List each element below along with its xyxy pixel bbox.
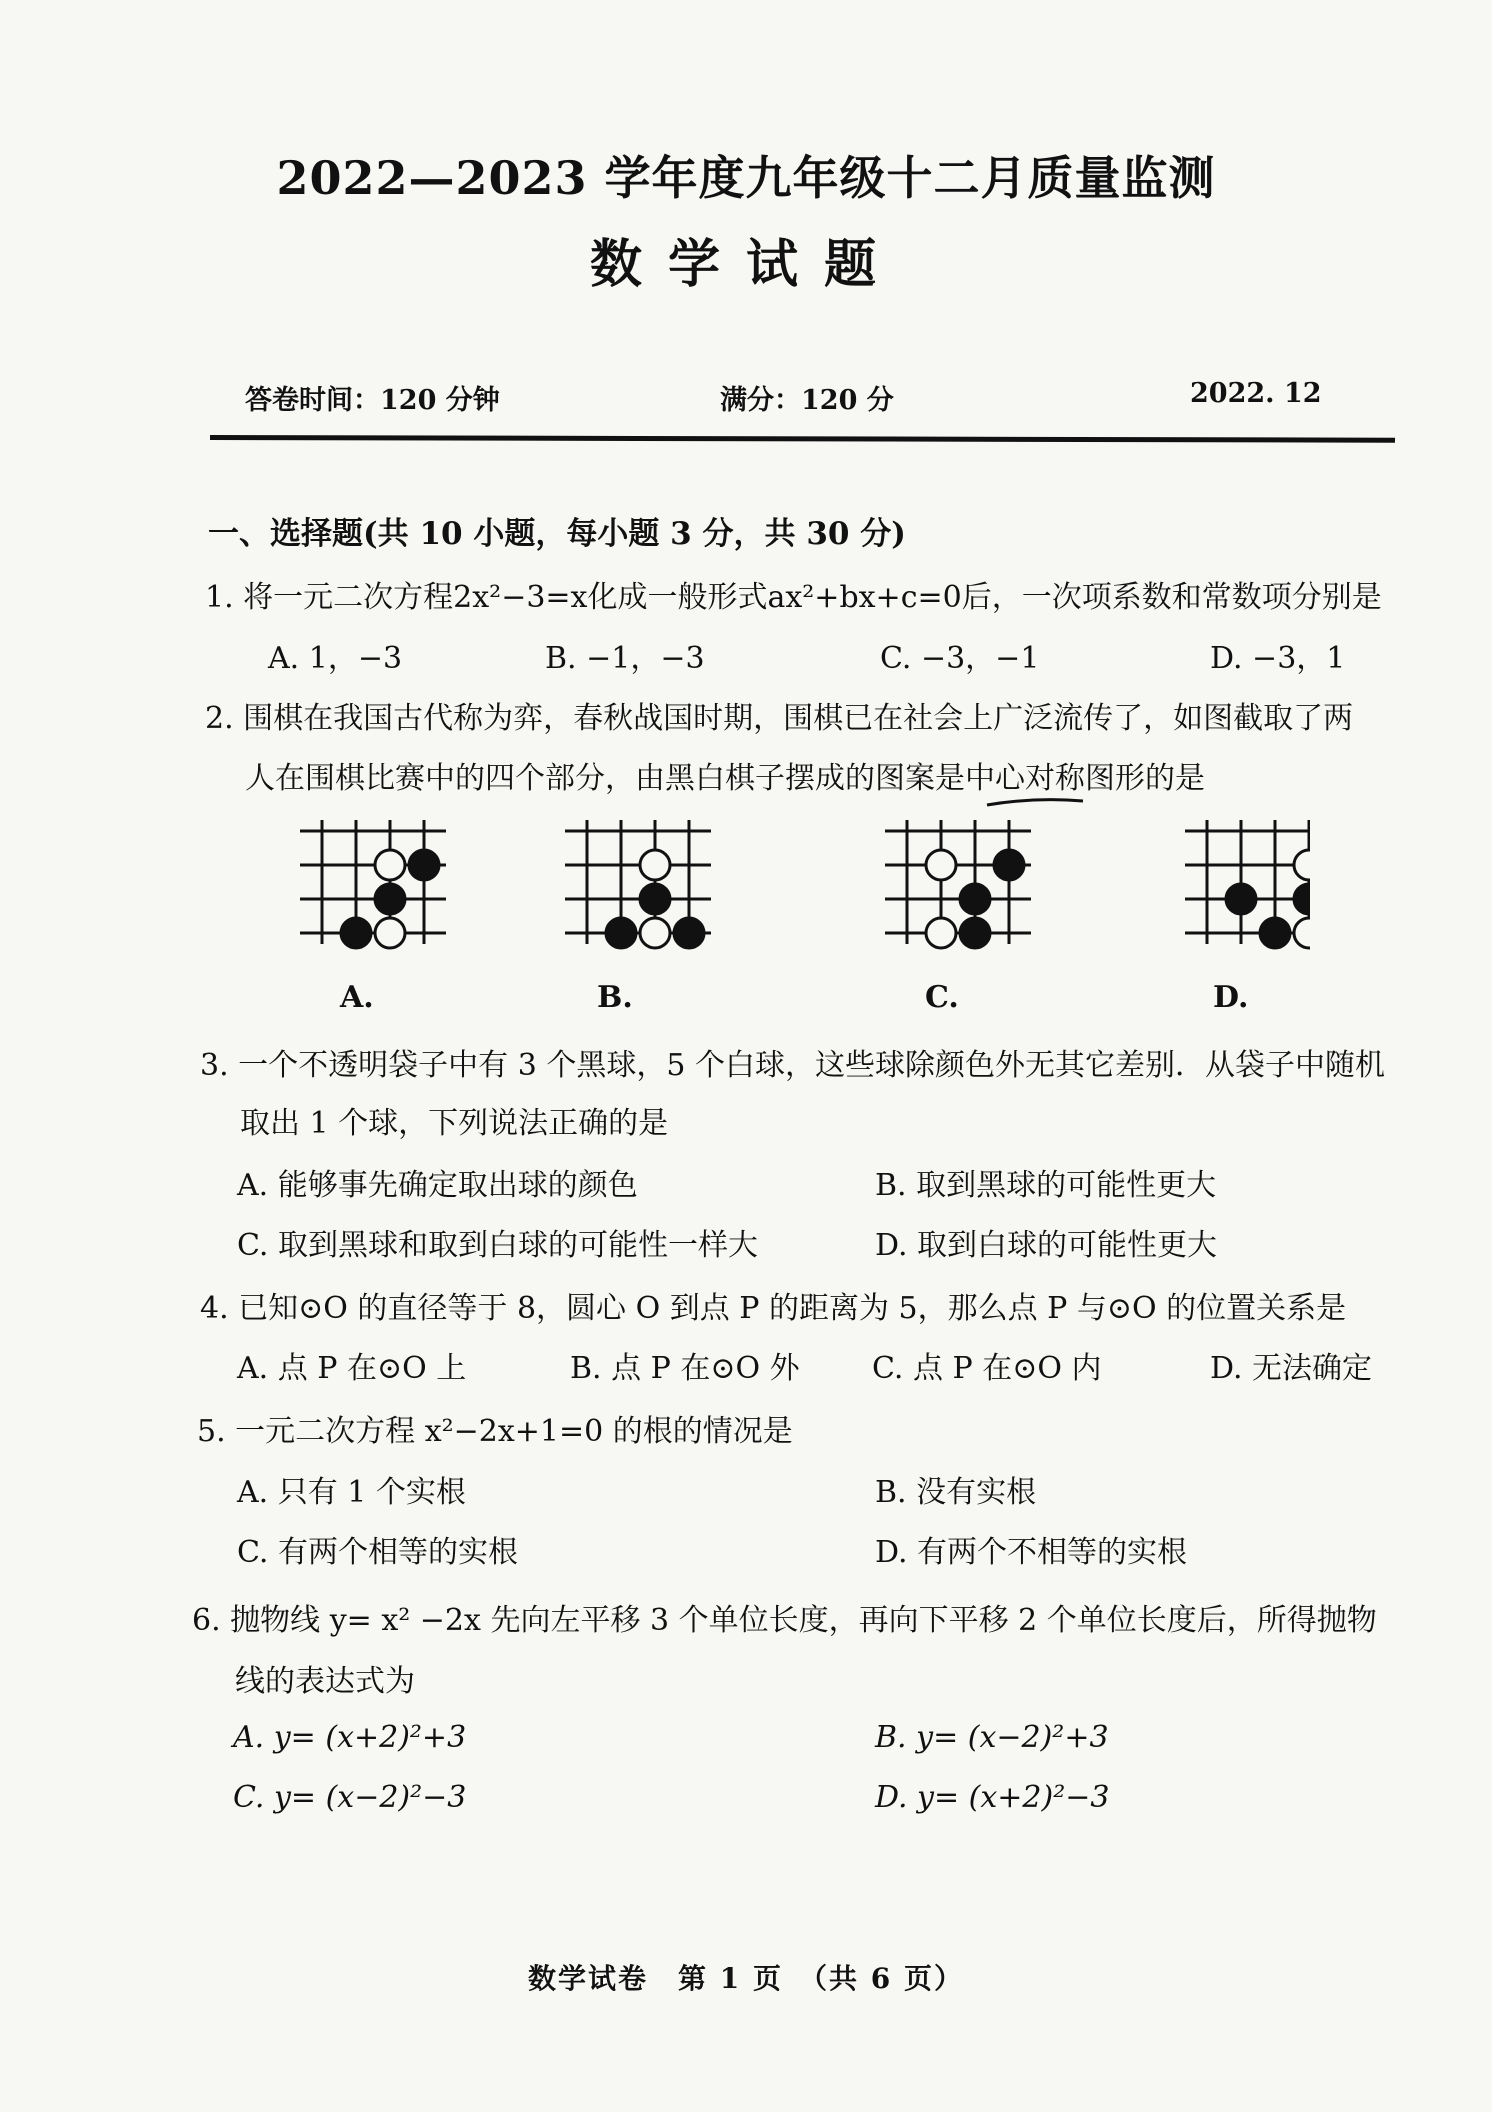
black-stone [1294,884,1310,914]
question-4-option-d: D. 无法确定 [1210,1351,1373,1386]
black-stone [606,918,636,948]
question-3-stem-line-1: 3. 一个不透明袋子中有 3 个黑球，5 个白球，这些球除颜色外无其它差别．从袋子中随机 [200,1048,1385,1083]
question-3-stem-line-2: 取出 1 个球，下列说法正确的是 [240,1106,669,1141]
question-1-option-d: D. −3，1 [1210,641,1346,676]
exam-time: 答卷时间：120 分钟 [245,385,500,416]
figure-label-b: B. [597,980,633,1015]
question-6-option-b: B. y= (x−2)²+3 [875,1720,1109,1755]
figure-label-a: A. [340,980,374,1015]
go-board-b [565,820,711,948]
section-heading: 一、选择题(共 10 小题，每小题 3 分，共 30 分) [208,516,906,552]
exam-score: 满分：120 分 [720,385,894,416]
question-4-stem: 4. 已知⊙O 的直径等于 8，圆心 O 到点 P 的距离为 5，那么点 P 与⊙O 的位置关系是 [200,1291,1347,1326]
question-3-option-b: B. 取到黑球的可能性更大 [875,1168,1217,1203]
question-5-option-a: A. 只有 1 个实根 [237,1475,466,1510]
question-1-option-a: A. 1，−3 [268,641,403,676]
question-4-option-b: B. 点 P 在⊙O 外 [570,1351,800,1386]
question-1-option-c: C. −3，−1 [880,641,1040,676]
white-stone [375,850,405,880]
question-1-stem: 1. 将一元二次方程2x²−3=x化成一般形式ax²+bx+c=0后，一次项系数和常数项分别是 [205,580,1382,615]
header-divider [210,435,1395,443]
white-stone [1294,850,1310,880]
go-board-figures [260,800,1310,970]
black-stone [1260,918,1290,948]
black-stone [674,918,704,948]
question-6-option-d: D. y= (x+2)²−3 [875,1780,1110,1815]
white-stone [926,850,956,880]
question-6-stem-line-1: 6. 抛物线 y= x² −2x 先向左平移 3 个单位长度，再向下平移 2 个单位长度后，所得抛物 [192,1603,1377,1638]
white-stone [640,918,670,948]
question-6-stem-line-2: 线的表达式为 [235,1664,415,1699]
question-4-option-a: A. 点 P 在⊙O 上 [237,1351,467,1386]
black-stone [341,918,371,948]
black-stone [960,918,990,948]
question-6-option-c: C. y= (x−2)²−3 [233,1780,467,1815]
white-stone [926,918,956,948]
figure-label-c: C. [925,980,959,1015]
question-6-option-a: A. y= (x+2)²+3 [233,1720,467,1755]
black-stone [409,850,439,880]
question-3-option-a: A. 能够事先确定取出球的颜色 [237,1168,638,1203]
question-5-stem: 5. 一元二次方程 x²−2x+1=0 的根的情况是 [197,1414,793,1449]
question-5-option-d: D. 有两个不相等的实根 [875,1535,1188,1570]
page-footer: 数学试卷 第 1 页 （共 6 页） [528,1962,964,1995]
exam-date: 2022. 12 [1190,378,1322,409]
question-3-option-d: D. 取到白球的可能性更大 [875,1228,1218,1263]
question-1-option-b: B. −1，−3 [545,641,705,676]
white-stone [1294,918,1310,948]
white-stone [375,918,405,948]
black-stone [960,884,990,914]
go-board-c [885,820,1031,948]
figure-label-d: D. [1213,980,1249,1015]
exam-title: 2022—2023 学年度九年级十二月质量监测 [276,151,1216,205]
black-stone [640,884,670,914]
go-board-a [300,820,446,948]
question-2-stem-line-2: 人在围棋比赛中的四个部分，由黑白棋子摆成的图案是中心对称图形的是 [245,761,1205,796]
question-3-option-c: C. 取到黑球和取到白球的可能性一样大 [237,1228,758,1263]
question-4-option-c: C. 点 P 在⊙O 内 [872,1351,1102,1386]
go-board-d [1185,820,1310,948]
black-stone [1226,884,1256,914]
question-5-option-c: C. 有两个相等的实根 [237,1535,518,1570]
white-stone [640,850,670,880]
black-stone [375,884,405,914]
question-5-option-b: B. 没有实根 [875,1475,1037,1510]
question-2-stem-line-1: 2. 围棋在我国古代称为弈，春秋战国时期，围棋已在社会上广泛流传了，如图截取了两 [205,701,1354,736]
exam-subtitle: 数学试题 [589,234,902,295]
black-stone [994,850,1024,880]
